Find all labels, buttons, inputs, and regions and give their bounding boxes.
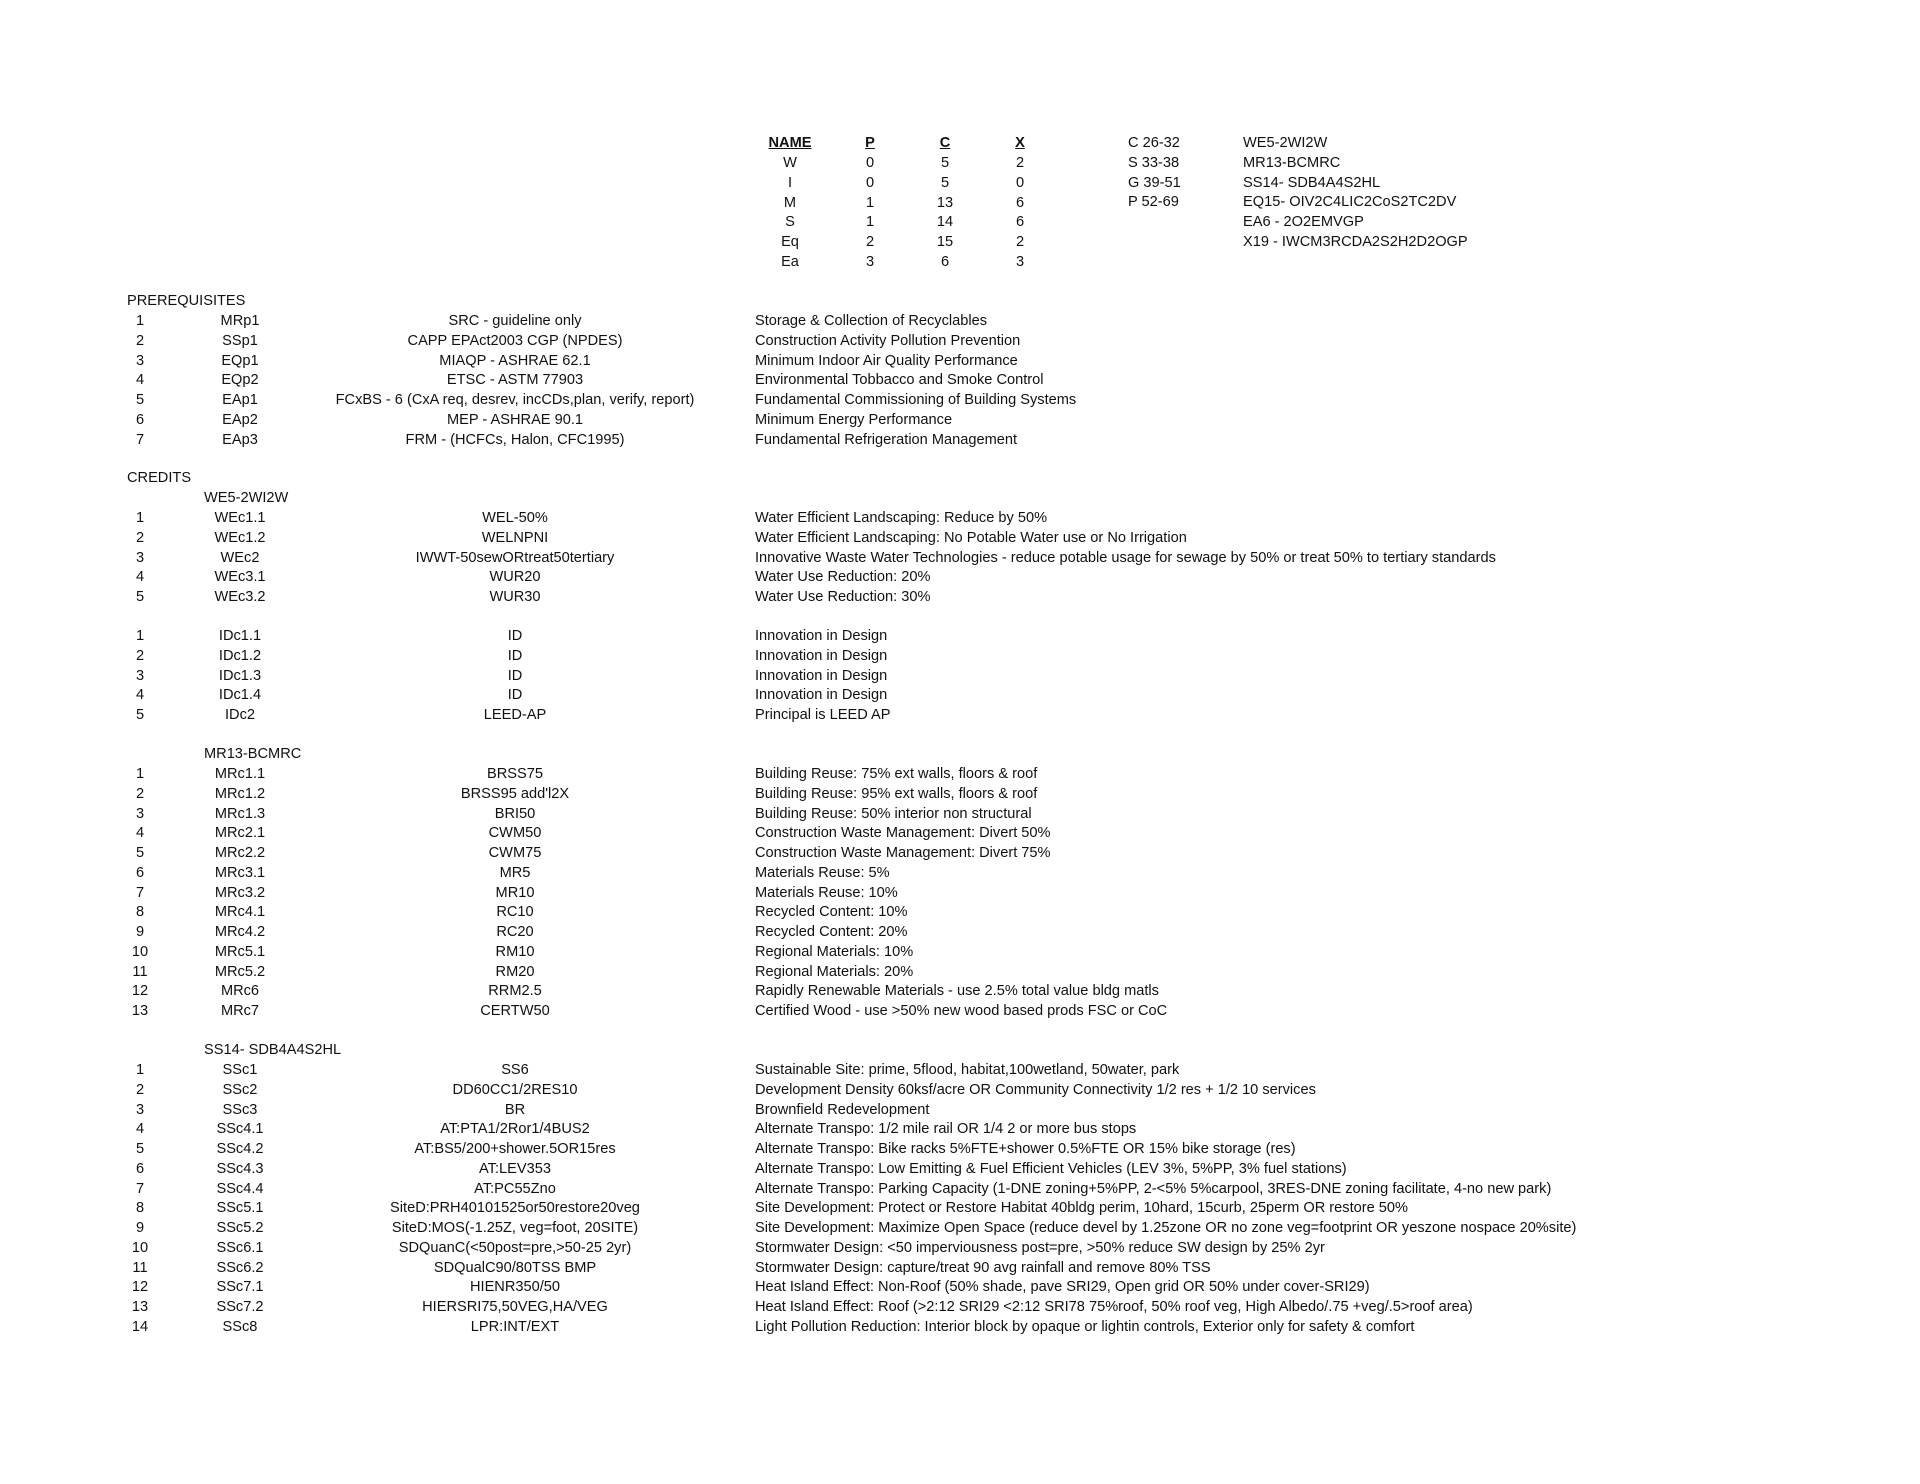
credit-code: IDc1.3	[218, 667, 262, 684]
credit-description: Heat Island Effect: Non-Roof (50% shade, pave SRI29, Open grid OR 50% under cover-SRI29)	[755, 1279, 1370, 1296]
row-number: 4	[135, 372, 145, 389]
credit-abbreviation: RM20	[495, 963, 535, 980]
row-number: 3	[135, 352, 145, 369]
credit-description: Minimum Indoor Air Quality Performance	[755, 352, 1018, 369]
credit-abbreviation: RM10	[495, 943, 535, 960]
credit-description: Brownfield Redevelopment	[755, 1101, 930, 1118]
credit-code: EAp3	[222, 431, 258, 448]
credit-code: MRc4.2	[214, 924, 266, 940]
row-number: 3	[135, 667, 145, 684]
summary-p-header: P	[865, 135, 875, 151]
row-number: 11	[132, 963, 148, 980]
credit-abbreviation: CERTW50	[480, 1003, 550, 1019]
credit-abbreviation: SiteD:PRH40101525or50restore20veg	[390, 1200, 640, 1217]
credit-description: Fundamental Commissioning of Building Systems	[755, 392, 1077, 408]
credit-code: EAp1	[222, 392, 258, 408]
credits-heading: CREDITS	[127, 470, 192, 486]
range-label: C 26-32	[1128, 135, 1180, 151]
credit-code: SSc7.2	[216, 1299, 264, 1315]
category-label: MR13-BCMRC	[1243, 154, 1341, 171]
credit-description: Water Use Reduction: 30%	[755, 589, 931, 605]
credit-description: Certified Wood - use >50% new wood based prods FSC or CoC	[755, 1003, 1168, 1019]
row-number: 13	[131, 1299, 149, 1315]
credit-abbreviation: RRM2.5	[488, 983, 542, 1000]
summary-x-cell: 6	[1015, 194, 1025, 211]
credit-abbreviation: MEP - ASHRAE 90.1	[447, 411, 583, 428]
summary-c-cell: 6	[940, 254, 950, 270]
credit-abbreviation: CWM50	[488, 825, 542, 842]
credit-abbreviation: AT:LEV353	[479, 1160, 551, 1177]
credit-code: WEc3.2	[214, 589, 266, 605]
credit-description: Development Density 60ksf/acre OR Community Connectivity 1/2 res + 1/2 10 services	[755, 1081, 1316, 1098]
credit-description: Building Reuse: 75% ext walls, floors & roof	[755, 766, 1038, 782]
credit-abbreviation: WEL-50%	[482, 510, 548, 526]
credit-description: Sustainable Site: prime, 5flood, habitat,100wetland, 50water, park	[755, 1062, 1180, 1078]
credit-description: Alternate Transpo: Low Emitting & Fuel Efficient Vehicles (LEV 3%, 5%PP, 3% fuel stations)	[755, 1160, 1347, 1177]
range-label: P 52-69	[1128, 194, 1179, 211]
row-number: 9	[135, 924, 145, 940]
row-number: 7	[135, 1180, 145, 1197]
row-number: 13	[131, 1003, 149, 1019]
summary-x-cell: 0	[1015, 174, 1025, 191]
credit-code: WEc3.1	[214, 569, 266, 586]
credit-abbreviation: WUR20	[489, 569, 541, 586]
summary-name-cell: Ea	[781, 254, 799, 270]
credit-description: Site Development: Protect or Restore Habitat 40bldg perim, 10hard, 15curb, 25perm OR restore 50%	[755, 1200, 1408, 1217]
summary-name-cell: Eq	[781, 234, 799, 251]
credit-abbreviation: AT:PTA1/2Ror1/4BUS2	[440, 1121, 590, 1138]
row-number: 7	[135, 884, 145, 901]
credit-code: WEc1.2	[214, 529, 266, 546]
credit-description: Water Use Reduction: 20%	[755, 569, 931, 586]
row-number: 6	[135, 411, 145, 428]
summary-x-cell: 2	[1015, 155, 1025, 171]
credit-code: IDc1.1	[218, 628, 262, 644]
credit-description: Rapidly Renewable Materials - use 2.5% total value bldg matls	[755, 983, 1159, 1000]
row-number: 6	[135, 1160, 145, 1177]
credit-description: Alternate Transpo: 1/2 mile rail OR 1/4 2 or more bus stops	[755, 1121, 1137, 1138]
mr-group-heading: MR13-BCMRC	[204, 746, 302, 762]
summary-name-cell: I	[787, 174, 793, 191]
row-number: 12	[131, 1279, 149, 1296]
credit-abbreviation: DD60CC1/2RES10	[452, 1081, 578, 1098]
row-number: 3	[135, 549, 145, 566]
credit-code: SSc4.3	[216, 1160, 264, 1177]
row-number: 3	[135, 1101, 145, 1118]
row-number: 1	[135, 628, 145, 644]
row-number: 3	[135, 805, 145, 822]
row-number: 2	[135, 332, 145, 349]
credit-code: EQp1	[221, 352, 259, 369]
row-number: 1	[135, 766, 145, 782]
credit-description: Stormwater Design: <50 imperviousness post=pre, >50% reduce SW design by 25% 2yr	[755, 1239, 1325, 1256]
range-label: G 39-51	[1128, 174, 1181, 191]
credit-abbreviation: MR5	[499, 864, 531, 881]
credit-description: Alternate Transpo: Bike racks 5%FTE+shower 0.5%FTE OR 15% bike storage (res)	[755, 1141, 1296, 1157]
credit-description: Regional Materials: 10%	[755, 943, 914, 960]
credit-description: Recycled Content: 10%	[755, 904, 908, 921]
credit-description: Fundamental Refrigeration Management	[755, 431, 1018, 448]
row-number: 4	[135, 569, 145, 586]
credit-code: MRc2.1	[214, 825, 266, 842]
credit-code: WEc1.1	[214, 510, 266, 526]
range-label: S 33-38	[1128, 154, 1180, 171]
credit-abbreviation: ID	[507, 628, 523, 644]
category-label: WE5-2WI2W	[1243, 135, 1328, 151]
summary-name-header: NAME	[768, 135, 812, 151]
credit-abbreviation: ETSC - ASTM 77903	[446, 372, 584, 389]
summary-name-cell: S	[785, 214, 795, 231]
credit-abbreviation: IWWT-50sewORtreat50tertiary	[415, 549, 615, 566]
credit-description: Stormwater Design: capture/treat 90 avg rainfall and remove 80% TSS	[755, 1259, 1211, 1276]
credit-description: Construction Activity Pollution Prevention	[755, 332, 1021, 349]
row-number: 1	[135, 313, 145, 329]
credit-description: Innovation in Design	[755, 687, 888, 704]
credit-description: Principal is LEED AP	[755, 707, 891, 723]
credit-code: MRc1.1	[214, 766, 266, 782]
prerequisites-heading: PREREQUISITES	[127, 293, 246, 309]
row-number: 6	[135, 864, 145, 881]
credit-description: Heat Island Effect: Roof (>2:12 SRI29 <2:12 SRI78 75%roof, 50% roof veg, High Albedo/.75 +veg/.5>roof area)	[755, 1299, 1473, 1315]
row-number: 14	[131, 1318, 149, 1335]
credit-abbreviation: FRM - (HCFCs, Halon, CFC1995)	[405, 431, 625, 448]
category-label: EQ15- OIV2C4LIC2CoS2TC2DV	[1243, 194, 1457, 211]
credit-code: MRc4.1	[214, 904, 266, 921]
credit-description: Light Pollution Reduction: Interior block by opaque or lightin controls, Exterior only for safety & comfort	[755, 1318, 1415, 1335]
credit-code: MRc6	[220, 983, 260, 1000]
summary-c-cell: 5	[940, 174, 950, 191]
credit-abbreviation: AT:PC55Zno	[474, 1180, 556, 1197]
row-number: 5	[135, 589, 145, 605]
row-number: 2	[135, 1081, 145, 1098]
credit-description: Innovative Waste Water Technologies - reduce potable usage for sewage by 50% or treat 50% to tertiary standards	[755, 549, 1496, 566]
summary-p-cell: 3	[865, 254, 875, 270]
credit-code: SSc8	[222, 1318, 258, 1335]
credit-code: IDc1.2	[218, 647, 262, 664]
credit-abbreviation: BR	[504, 1101, 526, 1118]
credit-description: Construction Waste Management: Divert 75%	[755, 845, 1051, 861]
credit-code: MRc7	[220, 1003, 260, 1019]
credit-abbreviation: CAPP EPAct2003 CGP (NPDES)	[407, 332, 623, 349]
credit-code: SSc4.2	[216, 1141, 264, 1157]
credit-abbreviation: FCxBS - 6 (CxA req, desrev, incCDs,plan, verify, report)	[335, 392, 695, 408]
summary-x-cell: 2	[1015, 234, 1025, 251]
row-number: 1	[135, 510, 145, 526]
summary-name-cell: M	[783, 194, 797, 211]
credit-abbreviation: WUR30	[489, 589, 541, 605]
credit-abbreviation: RC10	[496, 904, 534, 921]
credit-abbreviation: AT:BS5/200+shower.5OR15res	[414, 1141, 616, 1157]
credit-code: WEc2	[220, 549, 260, 566]
credit-abbreviation: LPR:INT/EXT	[470, 1318, 560, 1335]
credit-description: Minimum Energy Performance	[755, 411, 953, 428]
credit-code: MRc1.2	[214, 785, 266, 802]
credit-abbreviation: RC20	[496, 924, 534, 940]
credit-code: SSc7.1	[216, 1279, 264, 1296]
credit-description: Construction Waste Management: Divert 50%	[755, 825, 1051, 842]
credit-abbreviation: SiteD:MOS(-1.25Z, veg=foot, 20SITE)	[391, 1220, 639, 1236]
row-number: 5	[135, 845, 145, 861]
summary-c-cell: 5	[940, 155, 950, 171]
credit-code: MRc5.2	[214, 963, 266, 980]
row-number: 5	[135, 707, 145, 723]
summary-name-cell: W	[783, 155, 797, 171]
credit-abbreviation: BRSS75	[487, 766, 543, 782]
credit-code: SSc3	[222, 1101, 258, 1118]
credit-code: MRc3.2	[214, 884, 266, 901]
credit-description: Materials Reuse: 5%	[755, 864, 890, 881]
row-number: 2	[135, 529, 145, 546]
summary-x-cell: 3	[1015, 254, 1025, 270]
summary-c-cell: 14	[936, 214, 954, 231]
summary-x-header: X	[1015, 135, 1025, 151]
row-number: 1	[135, 1062, 145, 1078]
credit-abbreviation: BRI50	[494, 805, 536, 822]
credit-code: MRc5.1	[214, 943, 266, 960]
row-number: 8	[135, 904, 145, 921]
credit-code: MRp1	[220, 313, 260, 329]
credit-description: Innovation in Design	[755, 628, 888, 644]
ss-group-heading: SS14- SDB4A4S2HL	[204, 1042, 342, 1058]
credit-abbreviation: MIAQP - ASHRAE 62.1	[439, 352, 591, 369]
row-number: 10	[131, 943, 149, 960]
credit-code: MRc3.1	[214, 864, 266, 881]
summary-p-cell: 1	[865, 194, 875, 211]
row-number: 5	[135, 1141, 145, 1157]
credit-abbreviation: BRSS95 add'l2X	[460, 785, 570, 802]
credit-code: SSc2	[222, 1081, 258, 1098]
summary-p-cell: 0	[865, 174, 875, 191]
credit-description: Alternate Transpo: Parking Capacity (1-DNE zoning+5%PP, 2-<5% 5%carpool, 3RES-DNE zoning facilitate, 4-no new park)	[755, 1180, 1552, 1197]
row-number: 2	[135, 647, 145, 664]
credit-abbreviation: HIENR350/50	[469, 1279, 561, 1296]
credit-code: SSc4.1	[216, 1121, 264, 1138]
row-number: 5	[135, 392, 145, 408]
credit-abbreviation: LEED-AP	[483, 707, 547, 723]
credit-code: SSp1	[222, 332, 258, 349]
credit-description: Innovation in Design	[755, 667, 888, 684]
row-number: 12	[131, 983, 149, 1000]
credit-code: MRc1.3	[214, 805, 266, 822]
row-number: 4	[135, 1121, 145, 1138]
credit-description: Storage & Collection of Recyclables	[755, 313, 987, 329]
row-number: 4	[135, 687, 145, 704]
credit-description: Site Development: Maximize Open Space (reduce devel by 1.25zone OR no zone veg=footprint OR yeszone nospace 20%site)	[755, 1220, 1577, 1236]
row-number: 10	[131, 1239, 149, 1256]
credit-abbreviation: MR10	[495, 884, 535, 901]
credit-description: Regional Materials: 20%	[755, 963, 914, 980]
credit-description: Building Reuse: 50% interior non structural	[755, 805, 1032, 822]
credit-abbreviation: ID	[507, 667, 523, 684]
credit-abbreviation: HIERSRI75,50VEG,HA/VEG	[422, 1299, 608, 1315]
summary-c-cell: 15	[936, 234, 954, 251]
credit-description: Environmental Tobbacco and Smoke Control	[755, 372, 1044, 389]
we-group-heading: WE5-2WI2W	[204, 490, 289, 506]
row-number: 8	[135, 1200, 145, 1217]
credit-description: Water Efficient Landscaping: No Potable Water use or No Irrigation	[755, 529, 1187, 546]
row-number: 11	[132, 1259, 148, 1276]
credit-code: SSc6.1	[216, 1239, 264, 1256]
row-number: 9	[135, 1220, 145, 1236]
credit-description: Building Reuse: 95% ext walls, floors & roof	[755, 785, 1038, 802]
credit-code: IDc2	[224, 707, 255, 723]
summary-x-cell: 6	[1015, 214, 1025, 231]
credit-abbreviation: ID	[507, 647, 523, 664]
credit-abbreviation: SDQualC90/80TSS BMP	[433, 1259, 597, 1276]
credit-description: Materials Reuse: 10%	[755, 884, 898, 901]
credit-code: SSc4.4	[216, 1180, 264, 1197]
credit-description: Water Efficient Landscaping: Reduce by 50%	[755, 510, 1048, 526]
category-label: EA6 - 2O2EMVGP	[1243, 214, 1364, 231]
credit-abbreviation: WELNPNI	[481, 529, 549, 546]
credit-code: SSc5.1	[216, 1200, 264, 1217]
credit-abbreviation: SS6	[501, 1062, 529, 1078]
credit-abbreviation: CWM75	[488, 845, 542, 861]
credit-code: SSc1	[222, 1062, 258, 1078]
credit-code: EAp2	[222, 411, 258, 428]
summary-p-cell: 2	[865, 234, 875, 251]
row-number: 4	[135, 825, 145, 842]
credit-abbreviation: SDQuanC(<50post=pre,>50-25 2yr)	[398, 1239, 632, 1256]
summary-p-cell: 0	[865, 155, 875, 171]
credit-description: Recycled Content: 20%	[755, 924, 908, 940]
summary-c-header: C	[939, 135, 951, 151]
summary-c-cell: 13	[936, 194, 954, 211]
credit-code: SSc6.2	[216, 1259, 264, 1276]
row-number: 2	[135, 785, 145, 802]
credit-description: Innovation in Design	[755, 647, 888, 664]
credit-code: SSc5.2	[216, 1220, 264, 1236]
credit-abbreviation: SRC - guideline only	[448, 313, 582, 329]
credit-code: MRc2.2	[214, 845, 266, 861]
category-label: SS14- SDB4A4S2HL	[1243, 174, 1381, 191]
summary-p-cell: 1	[865, 214, 875, 231]
row-number: 7	[135, 431, 145, 448]
credit-code: IDc1.4	[218, 687, 262, 704]
category-label: X19 - IWCM3RCDA2S2H2D2OGP	[1243, 234, 1468, 250]
credit-abbreviation: ID	[507, 687, 523, 704]
credit-code: EQp2	[221, 372, 259, 389]
